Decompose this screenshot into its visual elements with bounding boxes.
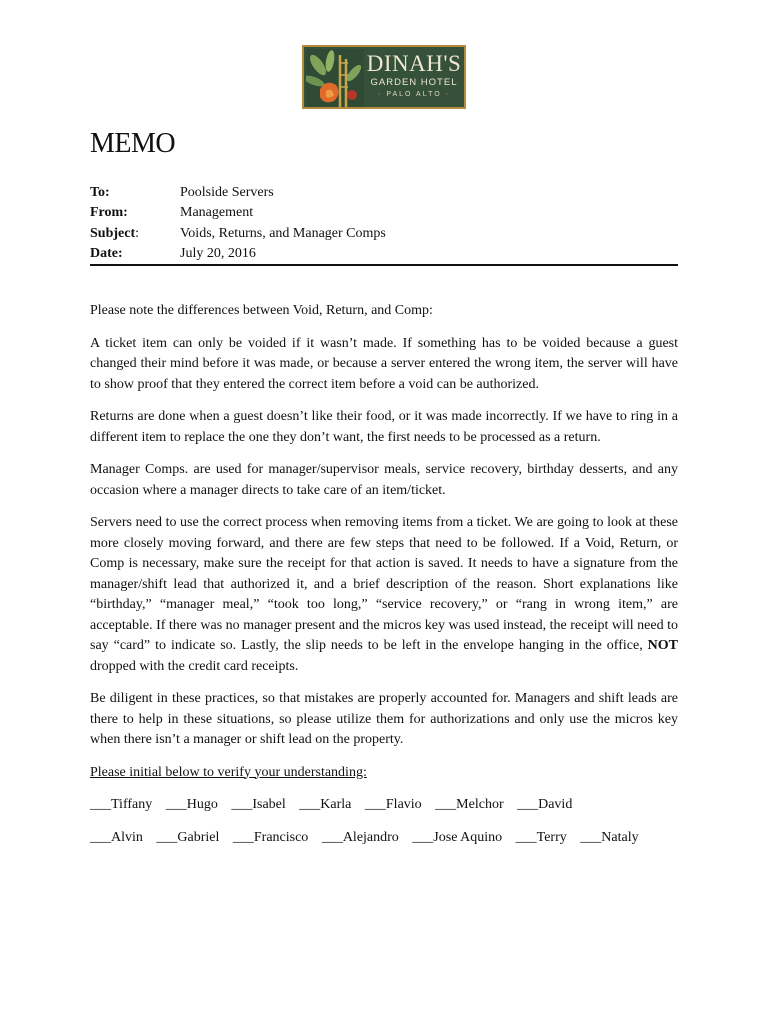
logo-city: · PALO ALTO ·	[378, 91, 450, 98]
initial-line-terry: ___Terry	[515, 829, 567, 845]
initial-line-melchor: ___Melchor	[435, 797, 504, 812]
logo-subtitle: GARDEN HOTEL	[370, 77, 458, 88]
initial-line-nataly: ___Nataly	[580, 829, 639, 845]
initial-line-gabriel: ___Gabriel	[156, 829, 220, 845]
to-label: To:	[90, 185, 110, 200]
to-value: Poolside Servers	[180, 185, 274, 200]
initial-line-alvin: ___Alvin	[90, 829, 143, 845]
process-text-after: dropped with the credit card receipts.	[90, 658, 299, 674]
process-text-before: Servers need to use the correct process when removing items from a ticket. We are going to look at these more closely moving forward, and there are few steps that need to be followed. If a Void, Return, or Comp is necessary, make sure the receipt for that action is saved. It needs to have a signature from the manager/shift lead that authorized it, and a brief description of the reason. Short explanations like “birthday,” “manager meal,” “took too long,” “service recovery,” or “rang in wrong item,” are acceptable. If there was no manager present and the micros key was used instead, the receipt will need to say “card” to indicate so. Lastly, the slip needs to be left in the envelope hanging in the office,	[90, 515, 678, 653]
subject-value: Voids, Returns, and Manager Comps	[180, 226, 386, 241]
comps-paragraph: Manager Comps. are used for manager/supervisor meals, service recovery, birthday desserts, and any occasion where a manager directs to take care of an item/ticket.	[90, 462, 678, 498]
subject-colon: :	[135, 226, 140, 241]
void-paragraph: A ticket item can only be voided if it wasn’t made. If something has to be voided because a guest changed their mind before it was made, or because a server entered the wrong item, the server will have to show proof that they entered the correct item before a void can be authorized.	[90, 335, 678, 392]
initials-row-1	[90, 795, 678, 816]
initial-line-tiffany: ___Tiffany	[90, 797, 153, 812]
memo-title: MEMO	[90, 128, 176, 159]
returns-paragraph: Returns are done when a guest doesn’t like their food, or it was made incorrectly. If we have to ring in a different item to replace the one they don’t want, the first needs to be processed as a return.	[90, 409, 678, 445]
diligence-paragraph: Be diligent in these practices, so that mistakes are properly accounted for. Managers and shift leads are there to help in these situations, so please utilize them for authorizations and only use the micros key when there isn’t a manager or shift lead on the property.	[90, 691, 678, 747]
logo-hotel-name: DINAH'S	[366, 51, 462, 76]
memo-body	[90, 301, 678, 860]
logo-city-name: PALO ALTO	[386, 91, 442, 98]
initial-line-isabel: ___Isabel	[231, 797, 286, 812]
subject-label-text: Subject	[90, 226, 136, 241]
initial-line-david: ___David	[517, 797, 573, 812]
initial-line-flavio: ___Flavio	[364, 797, 422, 812]
initial-prompt: Please initial below to verify your understanding:	[90, 764, 367, 780]
process-paragraph	[90, 513, 678, 677]
date-value: July 20, 2016	[180, 246, 256, 261]
initials-row-2	[90, 828, 678, 849]
subject-label	[90, 224, 139, 244]
initial-line-alejandro: ___Alejandro	[321, 829, 399, 845]
header-divider	[90, 264, 678, 266]
intro-paragraph: Please note the differences between Void, Return, and Comp:	[90, 303, 433, 318]
from-label: From:	[90, 205, 128, 220]
initial-line-francisco: ___Francisco	[232, 829, 309, 845]
garden-flower-icon	[306, 49, 364, 107]
process-emphasis: NOT	[647, 638, 678, 653]
from-value: Management	[180, 205, 254, 220]
initial-line-hugo: ___Hugo	[165, 797, 218, 812]
initial-line-jose-aquino: ___Jose Aquino	[412, 829, 503, 845]
date-label: Date:	[90, 246, 123, 261]
hotel-logo	[302, 45, 466, 109]
initial-line-karla: ___Karla	[299, 797, 352, 812]
